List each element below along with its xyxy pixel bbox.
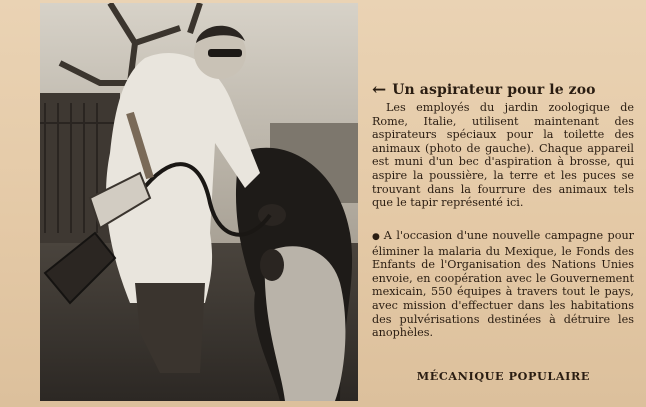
- bullet-icon: ●: [372, 232, 381, 242]
- zoo-vacuum-photo: [40, 3, 358, 401]
- article-paragraph-2-container: [372, 229, 634, 340]
- tapir-ear: [260, 249, 284, 281]
- left-arrow-icon: ←: [372, 79, 387, 100]
- photo-illustration: [40, 3, 358, 401]
- article-headline: Un aspirateur pour le zoo: [392, 82, 596, 98]
- article-source: MÉCANIQUE POPULAIRE: [416, 369, 590, 383]
- man-glasses: [208, 49, 242, 57]
- article-paragraph-2: A l'occasion d'une nouvelle campagne pour éliminer la malaria du Mexique, le Fonds des Enfants de l'Organisation des Nations Unies envoie, en coopération avec le Gouvernement mexicain, 550 équipes à travers tout le pays, avec mission d'effectuer dans les habitations des pulvérisations destinées à détruire les anophèles.: [372, 229, 635, 340]
- article-paragraph-1: Les employés du jardin zoologique de Rome, Italie, utilisent maintenant des aspirateurs spéciaux pour la toilette des animaux (photo de gauche). Chaque appareil est muni d'un bec d'aspiration à brosse, qui aspire la poussière, la terre et les puces se trouvant dans la fourrure des animaux tels que le tapir représenté ici.: [372, 101, 634, 210]
- headline-row: [372, 80, 634, 100]
